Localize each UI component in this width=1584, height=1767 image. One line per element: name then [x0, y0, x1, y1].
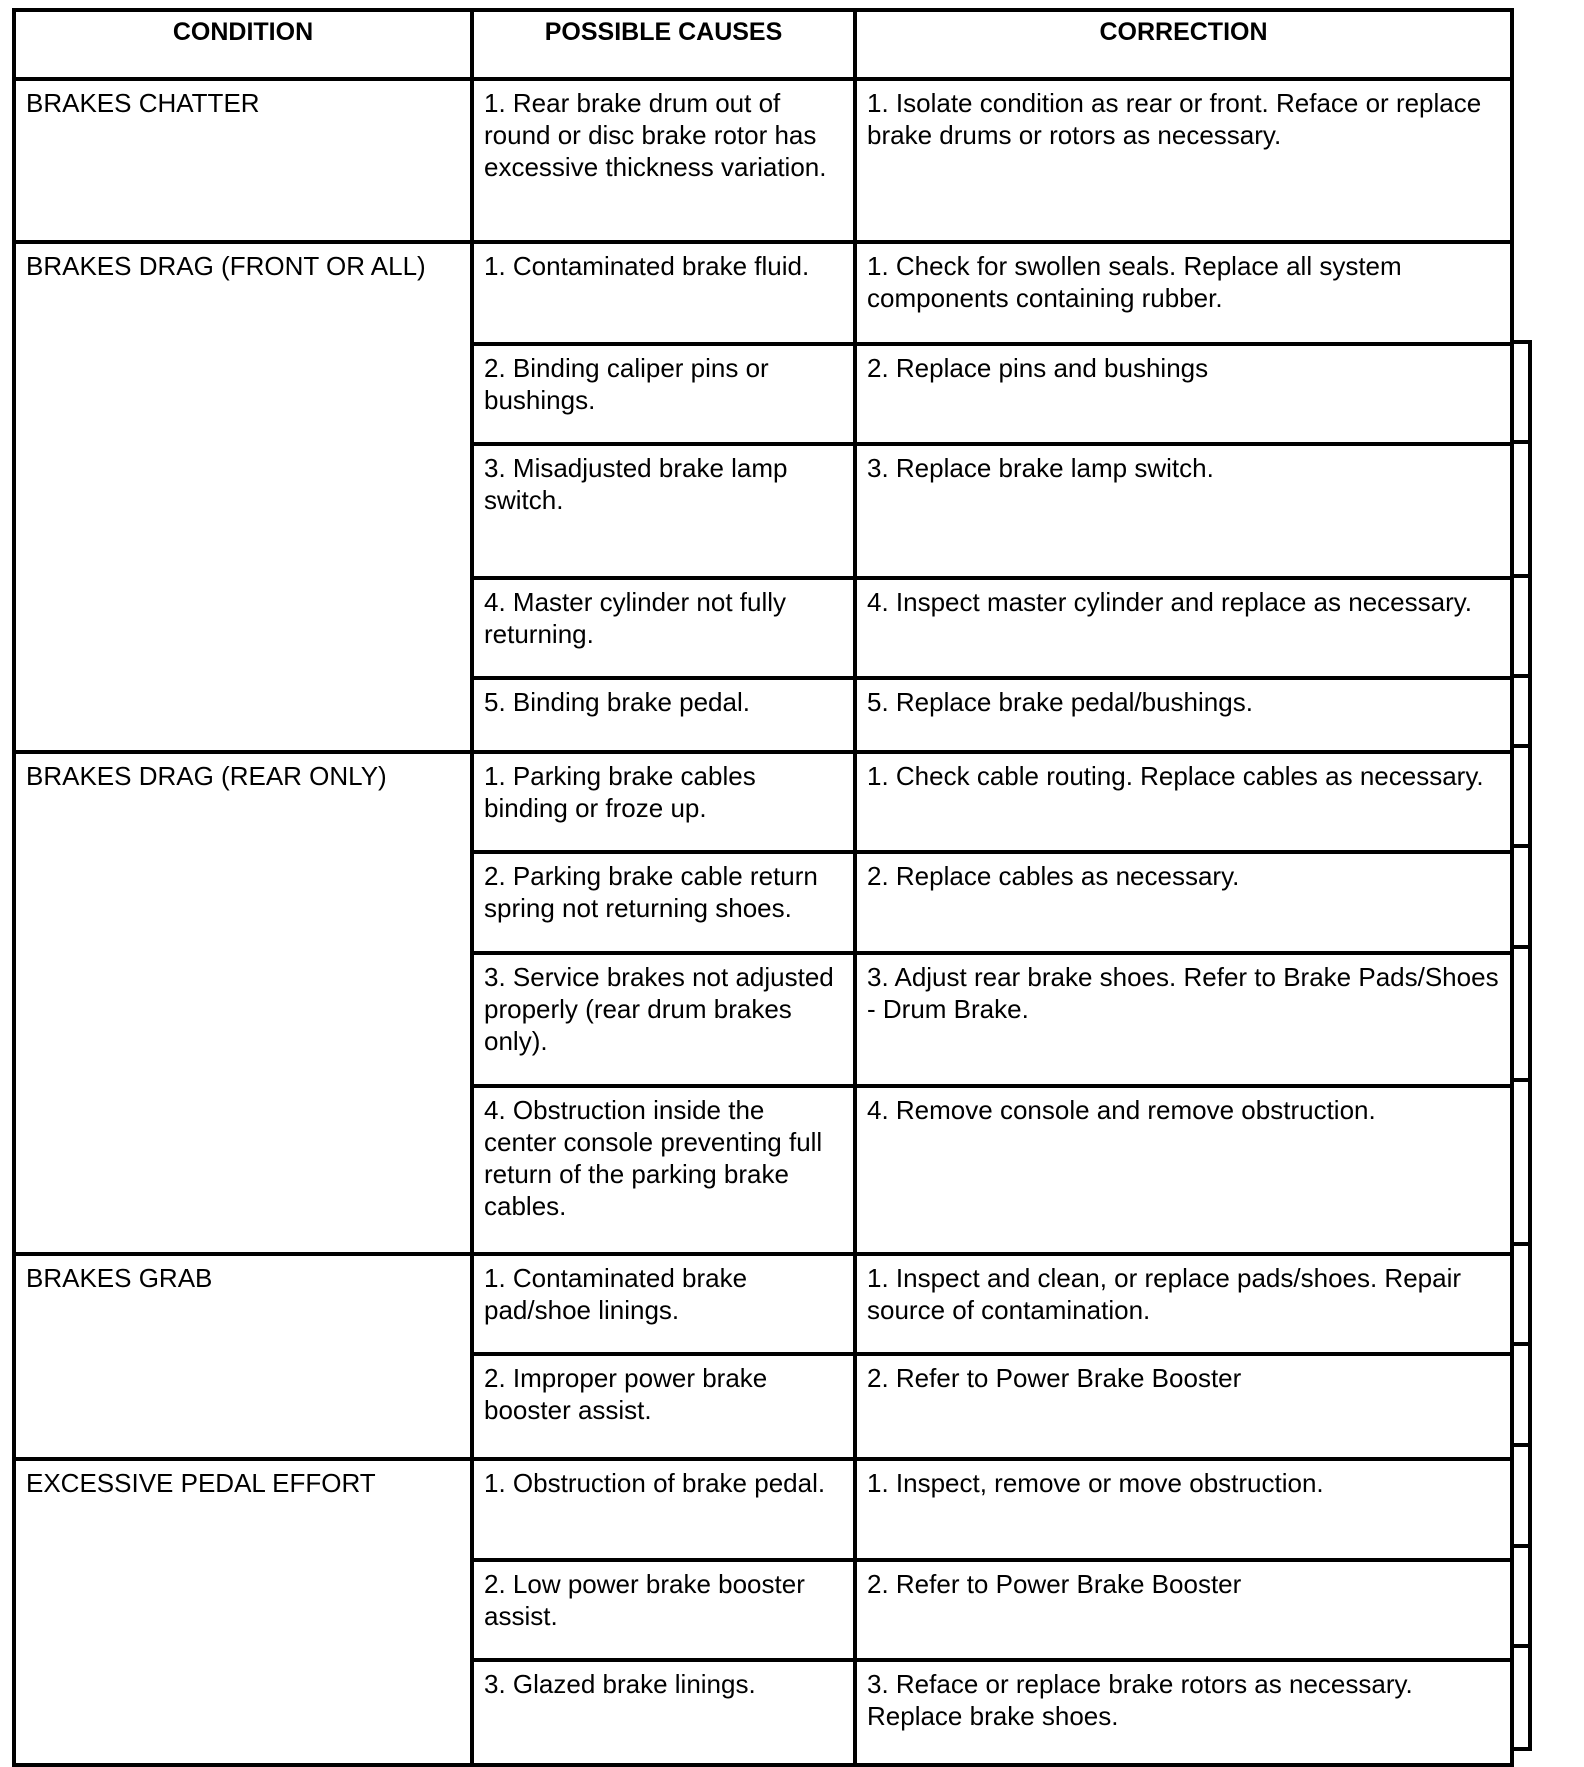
table-row [474, 346, 1510, 446]
cause-cell: 4. Master cylinder not fully returning. [474, 580, 857, 676]
correction-cell: 3. Adjust rear brake shoes. Refer to Brake Pads/Shoes - Drum Brake. [867, 962, 1499, 1024]
condition-group-brakes-drag-front [16, 244, 1510, 754]
condition-cell: BRAKES GRAB [16, 1256, 474, 1457]
table-row [474, 81, 1510, 240]
correction-cell: 1. Inspect and clean, or replace pads/shoes. Repair source of contamination. [867, 1263, 1462, 1325]
correction-cell: 2. Refer to Power Brake Booster [867, 1363, 1242, 1393]
correction-cell: 1. Check for swollen seals. Replace all system components containing rubber. [867, 251, 1402, 313]
correction-cell: 1. Check cable routing. Replace cables as necessary. [867, 761, 1484, 791]
cause-cell: 1. Obstruction of brake pedal. [474, 1461, 857, 1558]
cause-cell: 2. Binding caliper pins or bushings. [474, 346, 857, 442]
table-row [474, 1088, 1510, 1252]
cause-cell: 1. Parking brake cables binding or froze up. [474, 754, 857, 850]
correction-cell: 2. Replace cables as necessary. [867, 861, 1240, 891]
cause-cell: 2. Parking brake cable return spring not returning shoes. [474, 854, 857, 951]
table-row [474, 955, 1510, 1088]
cause-cell: 1. Rear brake drum out of round or disc brake rotor has excessive thickness variation. [474, 81, 857, 240]
condition-cell: BRAKES CHATTER [16, 81, 474, 240]
condition-cell: BRAKES DRAG (REAR ONLY) [16, 754, 474, 1252]
condition-group-brakes-grab [16, 1256, 1510, 1461]
condition-group-brakes-chatter [16, 81, 1510, 244]
cause-cell: 2. Improper power brake booster assist. [474, 1356, 857, 1457]
cause-cell: 1. Contaminated brake fluid. [474, 244, 857, 342]
condition-cell: EXCESSIVE PEDAL EFFORT [16, 1461, 474, 1763]
condition-group-brakes-drag-rear [16, 754, 1510, 1256]
narrow-extra-column [1510, 340, 1532, 1751]
correction-cell: 3. Reface or replace brake rotors as necessary. Replace brake shoes. [867, 1669, 1413, 1731]
header-possible-causes: POSSIBLE CAUSES [474, 12, 857, 77]
correction-cell: 2. Refer to Power Brake Booster [867, 1569, 1242, 1599]
diagnosis-table [12, 8, 1514, 1767]
condition-cell: BRAKES DRAG (FRONT OR ALL) [16, 244, 474, 750]
cause-cell: 2. Low power brake booster assist. [474, 1562, 857, 1658]
table-row [474, 854, 1510, 955]
correction-cell: 2. Replace pins and bushings [867, 353, 1209, 383]
cause-cell: 1. Contaminated brake pad/shoe linings. [474, 1256, 857, 1352]
correction-cell: 1. Inspect, remove or move obstruction. [867, 1468, 1324, 1498]
correction-cell: 3. Replace brake lamp switch. [867, 453, 1214, 483]
table-row [474, 244, 1510, 346]
header-condition: CONDITION [16, 12, 474, 77]
table-row [474, 1562, 1510, 1662]
table-row [474, 1461, 1510, 1562]
correction-cell: 5. Replace brake pedal/bushings. [867, 687, 1253, 717]
correction-cell: 4. Remove console and remove obstruction. [867, 1095, 1376, 1125]
table-row [474, 1356, 1510, 1457]
table-row [474, 754, 1510, 854]
table-row [474, 580, 1510, 680]
correction-cell: 1. Isolate condition as rear or front. Reface or replace brake drums or rotors as necessary. [867, 88, 1482, 150]
cause-cell: 3. Misadjusted brake lamp switch. [474, 446, 857, 576]
cause-cell: 3. Service brakes not adjusted properly (rear drum brakes only). [474, 955, 857, 1084]
table-row [474, 1662, 1510, 1763]
table-row [474, 446, 1510, 580]
correction-cell: 4. Inspect master cylinder and replace as necessary. [867, 587, 1473, 617]
table-row [474, 680, 1510, 750]
condition-group-excessive-pedal-effort [16, 1461, 1510, 1763]
cause-cell: 5. Binding brake pedal. [474, 680, 857, 750]
header-correction: CORRECTION [1099, 18, 1268, 46]
cause-cell: 4. Obstruction inside the center console preventing full return of the parking brake cables. [474, 1088, 857, 1252]
table-row [474, 1256, 1510, 1356]
cause-cell: 3. Glazed brake linings. [474, 1662, 857, 1763]
table-header-row [16, 12, 1510, 81]
